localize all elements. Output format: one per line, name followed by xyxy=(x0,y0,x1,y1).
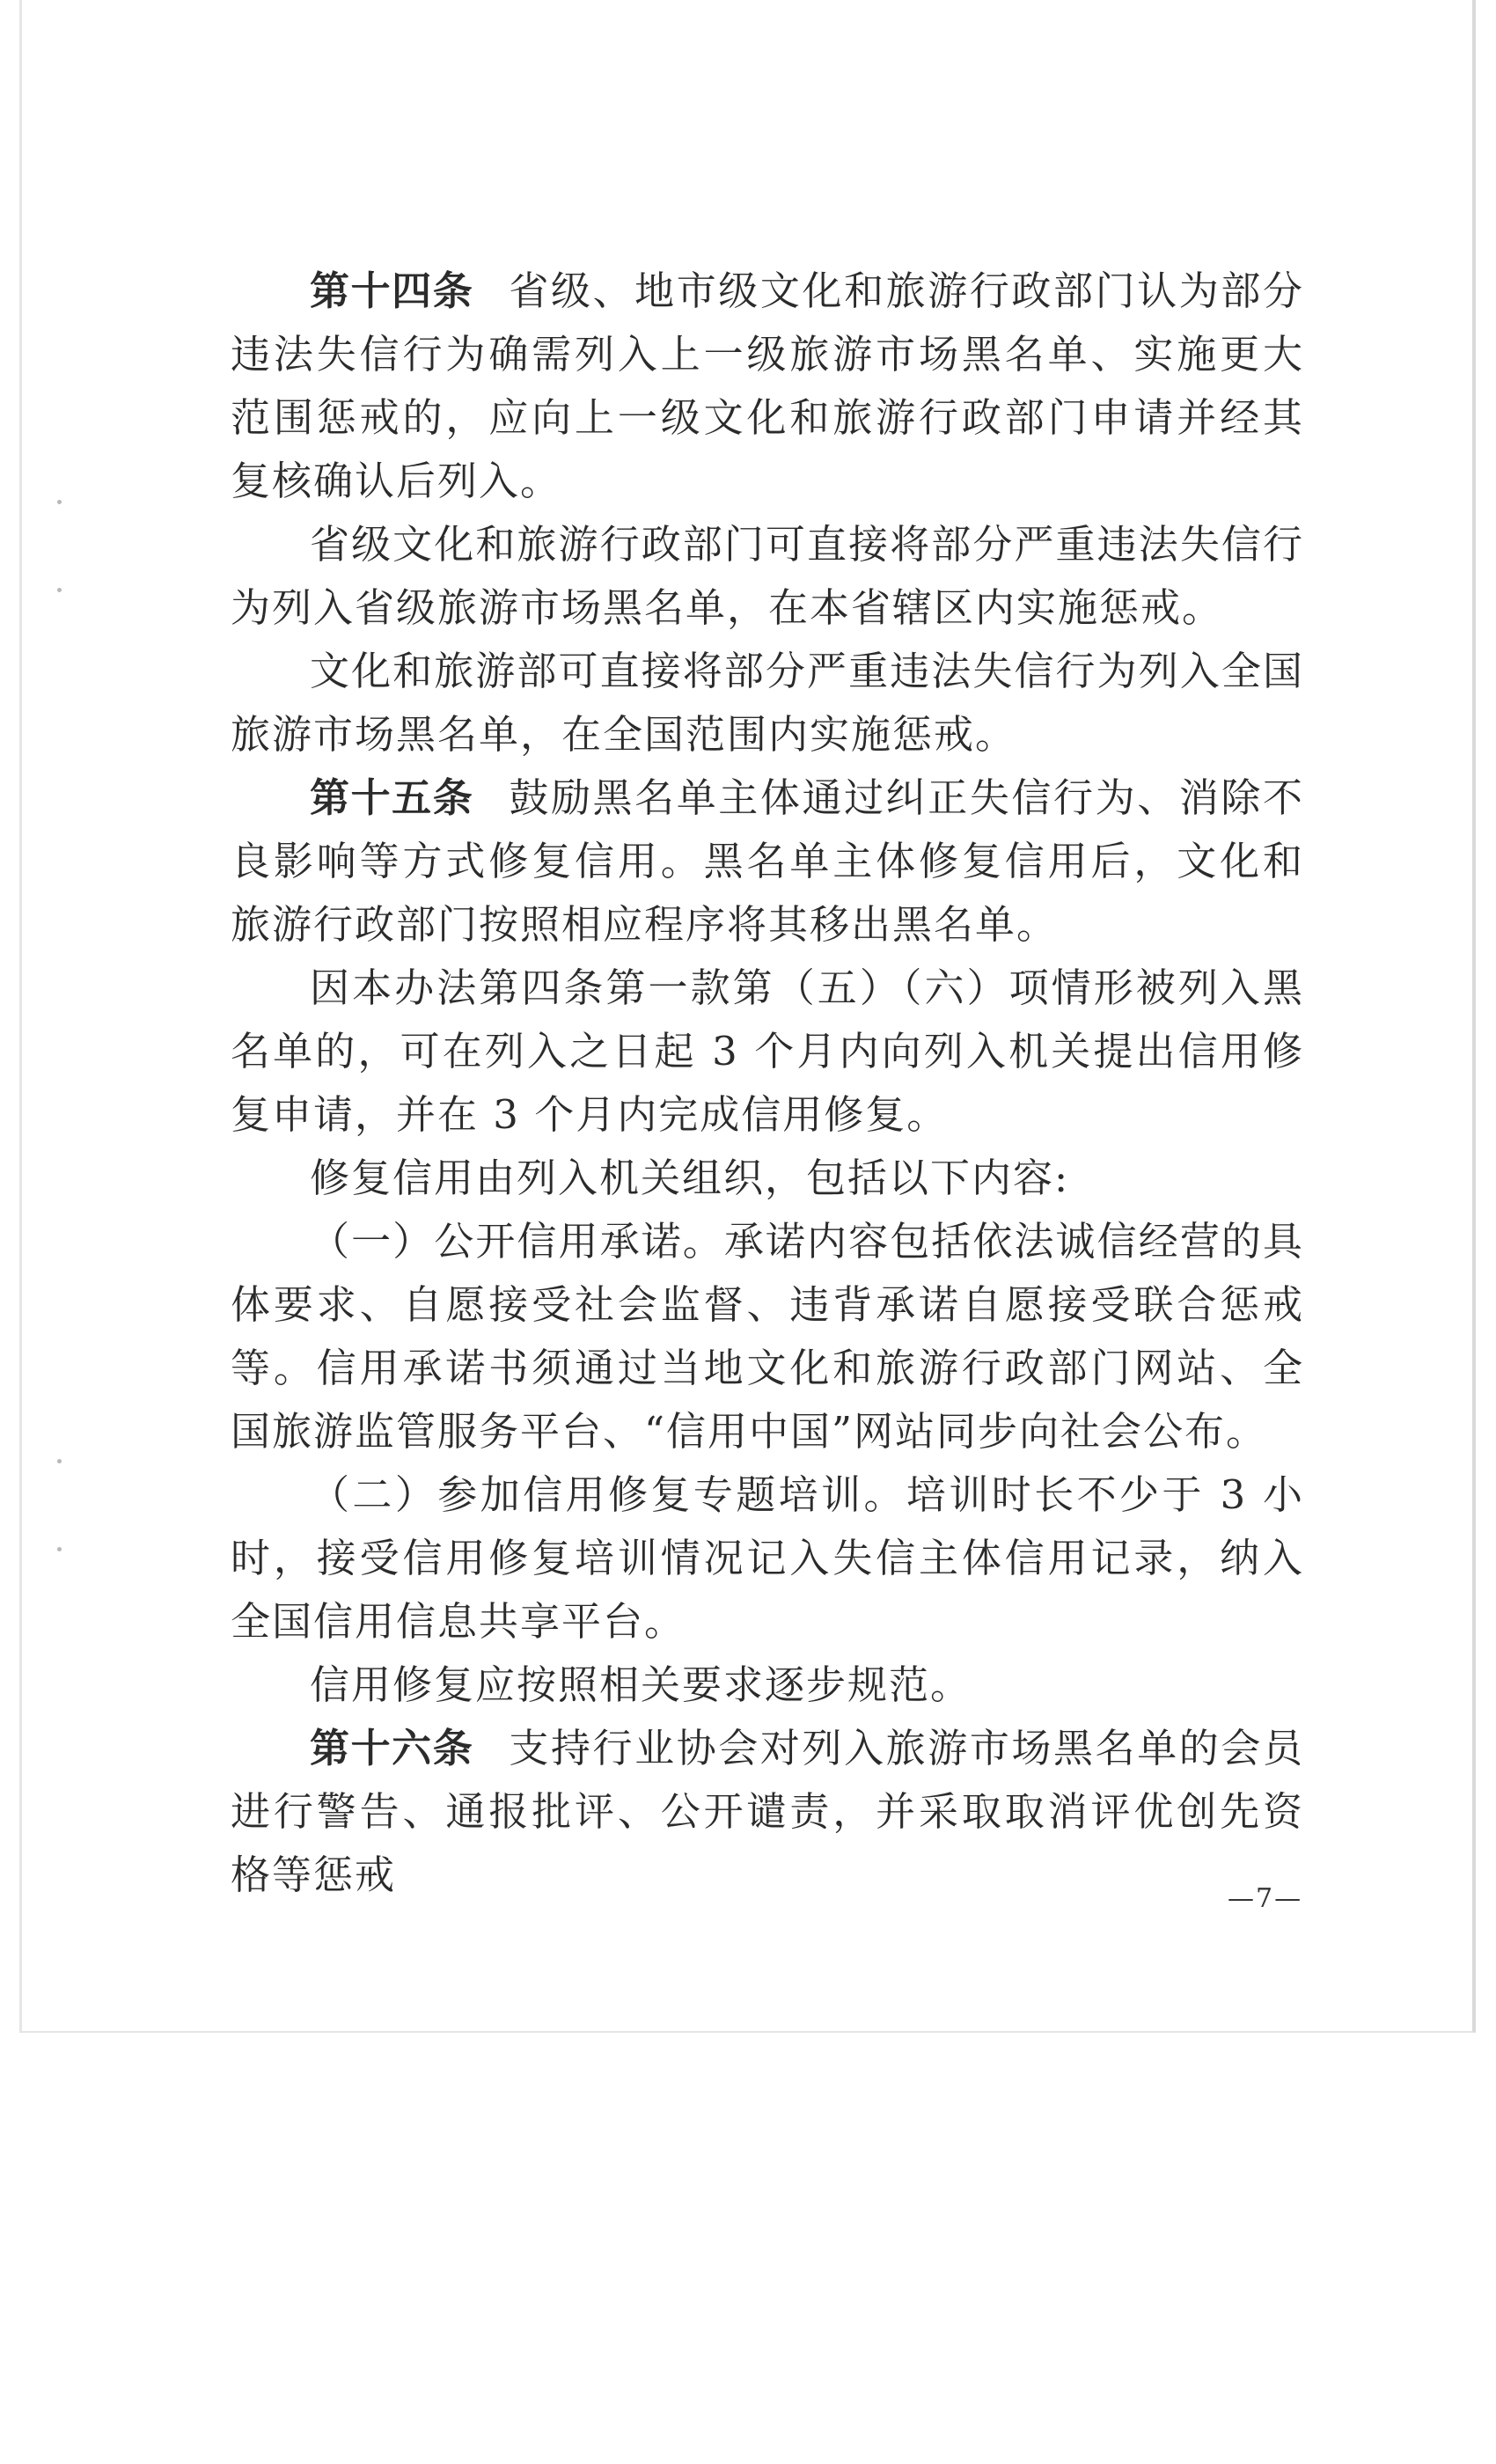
body-paragraph xyxy=(231,1654,1304,1717)
list-item-paragraph xyxy=(231,1210,1304,1463)
body-paragraph xyxy=(231,640,1304,766)
paragraph-text: 修复信用由列入机关组织，包括以下内容: xyxy=(310,1155,1070,1201)
body-paragraph xyxy=(231,957,1304,1147)
scan-speck xyxy=(57,1547,62,1551)
body-paragraph xyxy=(231,1147,1304,1210)
scan-speck xyxy=(57,500,62,504)
scan-speck xyxy=(57,1459,62,1463)
paragraph-text: （二）参加信用修复专题培训。培训时长不少于 3 小时，接受信用修复培训情况记入失信主体信用记录，纳入全国信用信息共享平台。 xyxy=(231,1471,1304,1645)
article-heading: 第十六条 xyxy=(310,1725,474,1771)
paragraph-text: 省级、地市级文化和旅游行政部门认为部分违法失信行为确需列入上一级旅游市场黑名单、实施更大范围惩戒的，应向上一级文化和旅游行政部门申请并经其复核确认后列入。 xyxy=(231,268,1304,504)
article-heading: 第十五条 xyxy=(310,774,474,821)
list-item-paragraph xyxy=(231,1463,1304,1654)
body-paragraph xyxy=(231,513,1304,640)
scan-speck xyxy=(57,588,62,592)
paragraph-text: 省级文化和旅游行政部门可直接将部分严重违法失信行为列入省级旅游市场黑名单，在本省辖区内实施惩戒。 xyxy=(231,521,1304,631)
article-heading: 第十四条 xyxy=(310,268,474,314)
paragraph-text: 信用修复应按照相关要求逐步规范。 xyxy=(310,1661,972,1708)
paragraph-text: 支持行业协会对列入旅游市场黑名单的会员进行警告、通报批评、公开谴责，并采取取消评优创先资格等惩戒 xyxy=(231,1725,1304,1898)
page-number: —7— xyxy=(1228,1883,1303,1914)
paragraph-text: 文化和旅游部可直接将部分严重违法失信行为列入全国旅游市场黑名单，在全国范围内实施惩戒。 xyxy=(231,648,1304,758)
paragraph-text: （一）公开信用承诺。承诺内容包括依法诚信经营的具体要求、自愿接受社会监督、违背承诺自愿接受联合惩戒等。信用承诺书须通过当地文化和旅游行政部门网站、全国旅游监管服务平台、“信用中国”网站同步向社会公布。 xyxy=(231,1218,1304,1455)
article-16-paragraph xyxy=(231,1717,1304,1907)
paragraph-text: 因本办法第四条第一款第（五）（六）项情形被列入黑名单的，可在列入之日起 3 个月内向列入机关提出信用修复申请，并在 3 个月内完成信用修复。 xyxy=(231,964,1304,1138)
article-14-paragraph xyxy=(231,260,1304,513)
article-15-paragraph xyxy=(231,766,1304,957)
document-body xyxy=(231,260,1304,1907)
paragraph-text: 鼓励黑名单主体通过纠正失信行为、消除不良影响等方式修复信用。黑名单主体修复信用后，文化和旅游行政部门按照相应程序将其移出黑名单。 xyxy=(231,774,1304,948)
